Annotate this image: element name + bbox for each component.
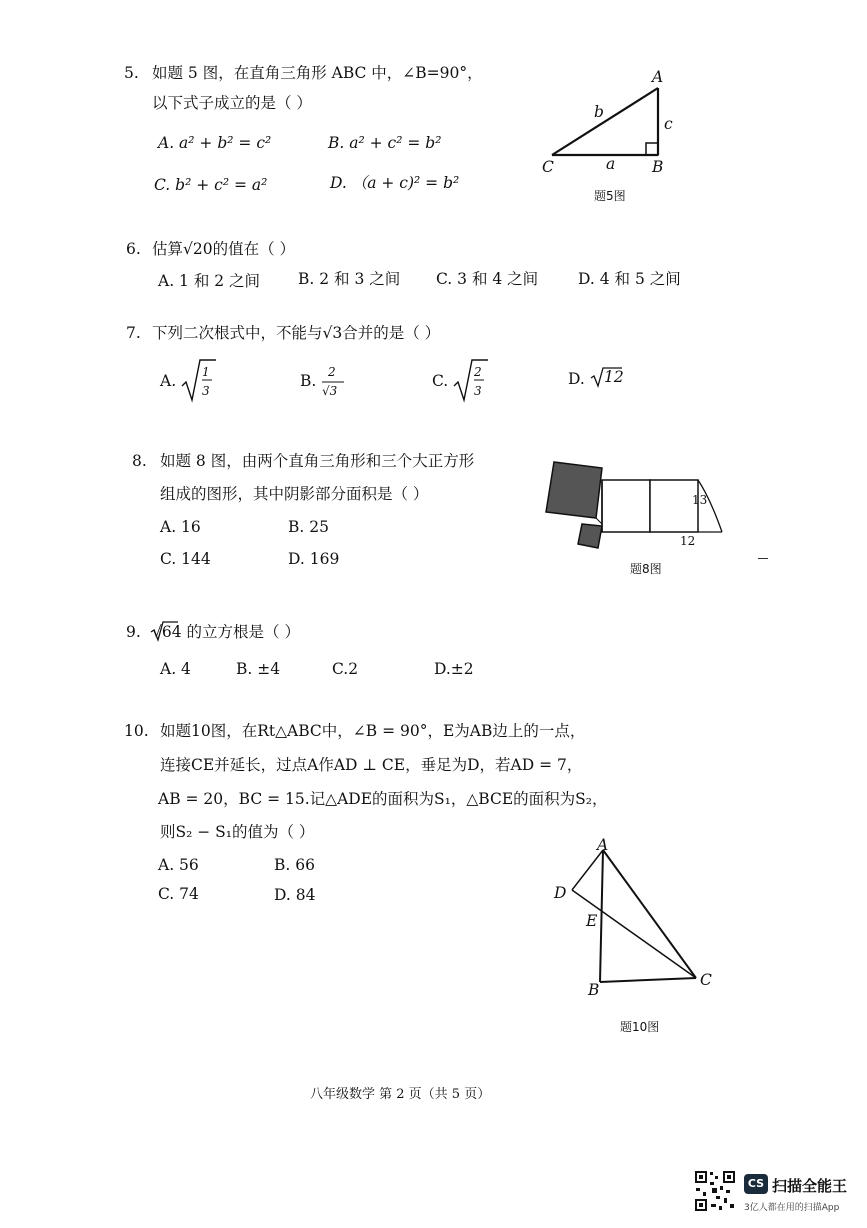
q7-option-c-radical	[452, 358, 492, 404]
q9-option-a: A. 4	[160, 660, 191, 678]
q7-stem: 下列二次根式中，不能与√3合并的是（ ）	[152, 324, 441, 342]
q10-option-a: A. 56	[158, 856, 199, 874]
q8-fig-label-13: 13	[692, 493, 708, 507]
q7-d-radicand: 12	[604, 368, 624, 386]
q8-fig-caption: 题8图	[630, 562, 662, 576]
q10-fig-label-a: A	[597, 836, 609, 854]
q5-option-c: C. b² + c² = a²	[154, 176, 268, 194]
q7-b-denominator: √3	[322, 384, 338, 398]
q10-option-c: C. 74	[158, 885, 199, 903]
q10-fig-label-e: E	[586, 912, 598, 930]
q9-stem: √64 的立方根是（ ）	[152, 623, 300, 641]
q8-squares-figure	[540, 458, 740, 558]
q5-fig-label-side-b: b	[594, 103, 604, 121]
page-footer: 八年级数学 第 2 页（共 5 页）	[310, 1087, 491, 1102]
q9-number: 9.	[126, 623, 141, 641]
q6-number: 6.	[126, 240, 141, 258]
q8-stem-line2: 组成的图形，其中阴影部分面积是（ ）	[160, 485, 429, 503]
q9-option-c: C.2	[332, 660, 359, 678]
q8-fig-label-12: 12	[680, 534, 696, 548]
q10-fig-label-d: D	[554, 884, 567, 902]
camscanner-title: 扫描全能王	[772, 1177, 848, 1195]
q7-number: 7.	[126, 324, 141, 342]
q10-stem-line2: 连接CE并延长，过点A作AD ⊥ CE，垂足为D，若AD = 7，	[160, 756, 583, 774]
q7-b-numerator: 2	[328, 365, 336, 379]
q8-option-c: C. 144	[160, 550, 211, 568]
q5-stem-line2: 以下式子成立的是（ ）	[152, 94, 312, 112]
q6-stem: 估算√20的值在（ ）	[152, 240, 296, 258]
q5-number: 5.	[124, 64, 139, 82]
q10-fig-caption: 题10图	[620, 1020, 660, 1034]
q7-a-numerator: 1	[202, 365, 210, 379]
q5-option-d: D. （a + c)² = b²	[330, 174, 460, 192]
margin-dash	[758, 558, 768, 559]
q6-option-c: C. 3 和 4 之间	[436, 270, 539, 288]
q7-option-b: B.	[300, 372, 317, 390]
camscanner-logo: CS	[744, 1174, 768, 1194]
q5-option-a: A. a² + b² = c²	[158, 134, 272, 152]
q8-number: 8.	[132, 452, 147, 470]
q6-option-b: B. 2 和 3 之间	[298, 270, 401, 288]
q9-option-b: B. ±4	[236, 660, 281, 678]
q10-fig-label-b: B	[588, 981, 600, 999]
q5-fig-label-c-vertex: C	[542, 158, 554, 176]
q5-option-b: B. a² + c² = b²	[328, 134, 442, 152]
q10-fig-label-c: C	[700, 971, 712, 989]
q5-fig-label-b-vertex: B	[652, 158, 664, 176]
q7-option-a-radical	[180, 358, 220, 404]
qr-code-icon	[694, 1170, 736, 1212]
camscanner-subtitle: 3亿人都在用的扫描App	[744, 1203, 840, 1213]
q7-option-a: A.	[160, 372, 177, 390]
q7-c-numerator: 2	[474, 365, 482, 379]
q5-fig-label-side-a: a	[606, 155, 616, 173]
q8-stem-line1: 如题 8 图，由两个直角三角形和三个大正方形	[160, 452, 475, 470]
q7-option-d: D.	[568, 370, 585, 388]
q6-option-d: D. 4 和 5 之间	[578, 270, 681, 288]
q5-fig-label-a-vertex: A	[652, 68, 664, 86]
q8-option-d: D. 169	[288, 550, 340, 568]
q10-option-d: D. 84	[274, 886, 316, 904]
q5-fig-label-side-c: c	[664, 115, 673, 133]
q9-option-d: D.±2	[434, 660, 474, 678]
q10-option-b: B. 66	[274, 856, 315, 874]
q7-option-c: C.	[432, 372, 449, 390]
q5-stem-line1: 如题 5 图，在直角三角形 ABC 中，∠B=90°，	[152, 64, 483, 82]
q10-number: 10.	[124, 722, 149, 740]
q10-stem-line4: 则S₂ − S₁的值为（ ）	[160, 823, 315, 841]
q7-c-denominator: 3	[474, 384, 482, 398]
q5-fig-caption: 题5图	[594, 189, 626, 203]
q10-triangle-figure	[560, 836, 720, 1000]
q8-option-a: A. 16	[160, 518, 201, 536]
q8-option-b: B. 25	[288, 518, 329, 536]
q7-a-denominator: 3	[202, 384, 210, 398]
q10-stem-line3: AB = 20，BC = 15.记△ADE的面积为S₁，△BCE的面积为S₂，	[158, 790, 608, 808]
q6-option-a: A. 1 和 2 之间	[158, 272, 261, 290]
q10-stem-line1: 如题10图，在Rt△ABC中，∠B = 90°，E为AB边上的一点，	[160, 722, 586, 740]
